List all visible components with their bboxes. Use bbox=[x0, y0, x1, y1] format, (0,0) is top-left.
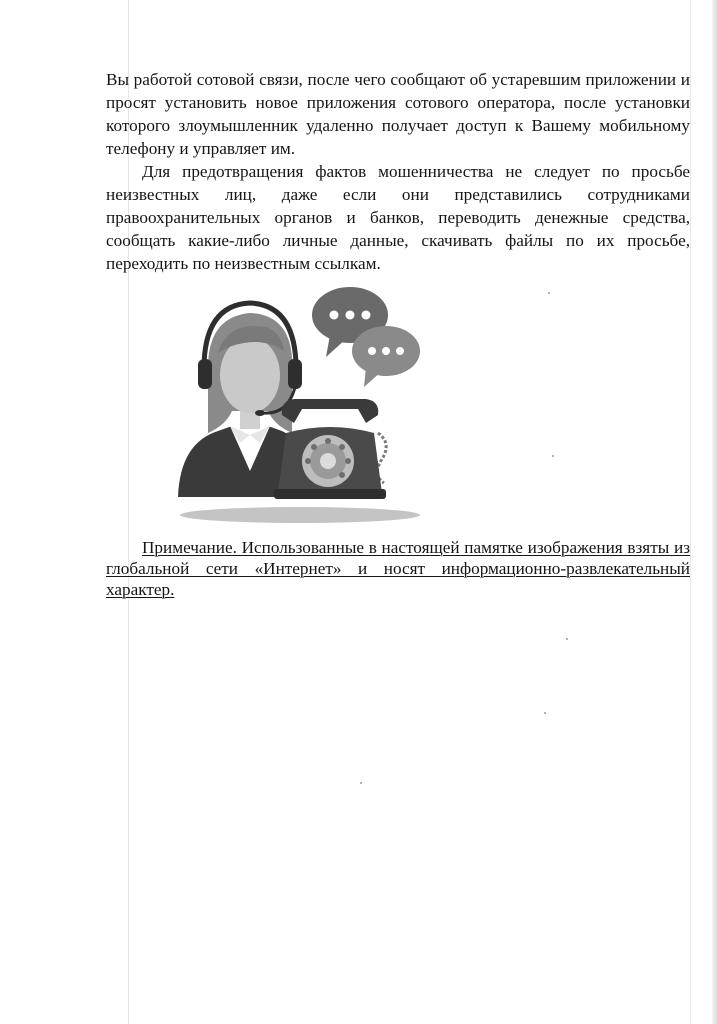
scan-speck bbox=[360, 782, 362, 784]
speech-bubble-icon bbox=[352, 326, 420, 387]
operator-face bbox=[220, 337, 280, 413]
headset-earcup-left bbox=[198, 359, 212, 389]
ground-shadow bbox=[180, 507, 420, 523]
headset-earcup-right bbox=[288, 359, 302, 389]
scan-speck bbox=[544, 712, 546, 714]
paragraph-2: Для предотвращения фактов мошенничества не следует по просьбе неизвестных лиц, даже если они представились сотрудниками правоохранительных органов и банков, переводить денежные средства, сообщать какие-либо личные данные, скачивать файлы по их просьбе, переходить по неизвестным ссылкам. bbox=[106, 162, 690, 273]
scan-speck bbox=[552, 455, 554, 457]
paragraph-1: Вы работой сотовой связи, после чего сообщают об устаревшим приложении и просят установить новое приложения сотового оператора, после установки которого злоумышленник удаленно получает доступ к Вашему мобильному телефону и управляет им. bbox=[106, 70, 690, 158]
scan-speck bbox=[566, 638, 568, 640]
scan-edge-shadow bbox=[712, 0, 718, 1024]
scan-speck bbox=[548, 292, 550, 294]
image-source-note: Примечание. Использованные в настоящей памятке изображения взяты из глобальной сети «Интернет» и носят информационно-развлекательный характер. bbox=[106, 538, 690, 599]
call-center-operator-with-telephone-icon bbox=[170, 283, 430, 525]
rotary-telephone-icon bbox=[274, 399, 386, 499]
scan-artifact-line bbox=[690, 0, 691, 1024]
